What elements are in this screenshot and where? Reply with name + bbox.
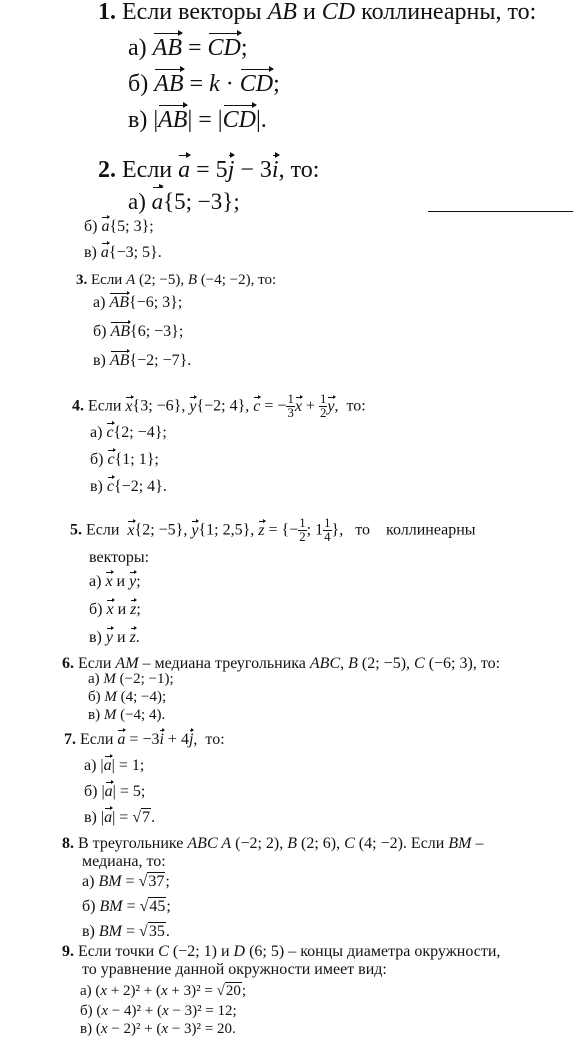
q9-stem-cont: то уравнение данной окружности имеет вид: bbox=[82, 961, 387, 978]
question-6: 6. Если AM – медиана треугольника ABC, B (2; −5), C (−6; 3), то: bbox=[62, 655, 501, 672]
q2-option-b: б) a{5; 3}; bbox=[84, 218, 154, 235]
q6-option-c: в) M (−4; 4). bbox=[88, 707, 166, 723]
question-4: 4. Если x{3; −6}, y{−2; 4}, c = − $\frac{1}{3}$ x + $\frac{1}{2}$ y, то: bbox=[72, 392, 366, 421]
q7-option-b: б) |a| = 5; bbox=[84, 783, 146, 800]
q7-option-c: в) |a| = √7. bbox=[84, 809, 156, 826]
question-1: 1. Если векторы AB и CD коллинеарны, то: bbox=[98, 0, 537, 25]
q8-option-b: б) BM = √45; bbox=[82, 898, 171, 915]
q8-option-c: в) BM = √35. bbox=[82, 923, 170, 940]
q1-option-c: в) |AB| = |CD|. bbox=[128, 107, 267, 133]
q1-option-a: а) AB = CD; bbox=[128, 35, 248, 61]
question-2: 2. Если a = 5j − 3i, то: bbox=[98, 157, 320, 183]
q8-option-a: а) BM = √37; bbox=[82, 873, 170, 890]
question-3: 3. Если A (2; −5), B (−4; −2), то: bbox=[76, 272, 277, 288]
q6-option-b: б) M (4; −4); bbox=[88, 689, 167, 705]
q2-option-a: а) a{5; −3}; bbox=[128, 189, 240, 214]
q1-option-b: б) AB = k · CD; bbox=[128, 71, 280, 97]
divider-line bbox=[428, 211, 573, 212]
q6-option-a: а) M (−2; −1); bbox=[88, 671, 174, 687]
q5-stem-cont: векторы: bbox=[89, 549, 150, 566]
q2-option-c: в) a{−3; 5}. bbox=[84, 244, 162, 261]
q5-option-c: в) y и z. bbox=[89, 629, 140, 646]
question-5: 5. Если x{2; −5}, y{1; 2,5}, z = {− $\frac{1}{2}$ ; 1 $\frac{1}{4}$ }, то коллинеарны bbox=[70, 516, 476, 545]
question-8: 8. В треугольнике ABC A (−2; 2), B (2; 6), C (4; −2). Если BM – bbox=[62, 835, 484, 852]
q8-stem-cont: медиана, то: bbox=[82, 853, 166, 870]
q3-option-b: б) AB{6; −3}; bbox=[93, 323, 184, 340]
q3-option-a: а) AB{−6; 3}; bbox=[93, 294, 183, 311]
q4-option-b: б) c{1; 1}; bbox=[90, 451, 159, 468]
question-7: 7. Если a = −3i + 4j, то: bbox=[64, 731, 225, 748]
q7-option-a: а) |a| = 1; bbox=[84, 757, 145, 774]
q5-option-b: б) x и z; bbox=[89, 601, 141, 618]
q9-option-b: б) (x − 4)² + (x − 3)² = 12; bbox=[80, 1003, 237, 1019]
q4-option-a: а) c{2; −4}; bbox=[90, 424, 167, 441]
q5-option-a: а) x и y; bbox=[89, 573, 141, 590]
q9-option-c: в) (x − 2)² + (x − 3)² = 20. bbox=[80, 1021, 236, 1037]
question-9: 9. Если точки C (−2; 1) и D (6; 5) – концы диаметра окружности, bbox=[62, 943, 501, 960]
q4-option-c: в) c{−2; 4}. bbox=[90, 478, 167, 495]
q3-option-c: в) AB{−2; −7}. bbox=[93, 352, 192, 369]
q9-option-a: а) (x + 2)² + (x + 3)² = √20; bbox=[80, 983, 246, 999]
